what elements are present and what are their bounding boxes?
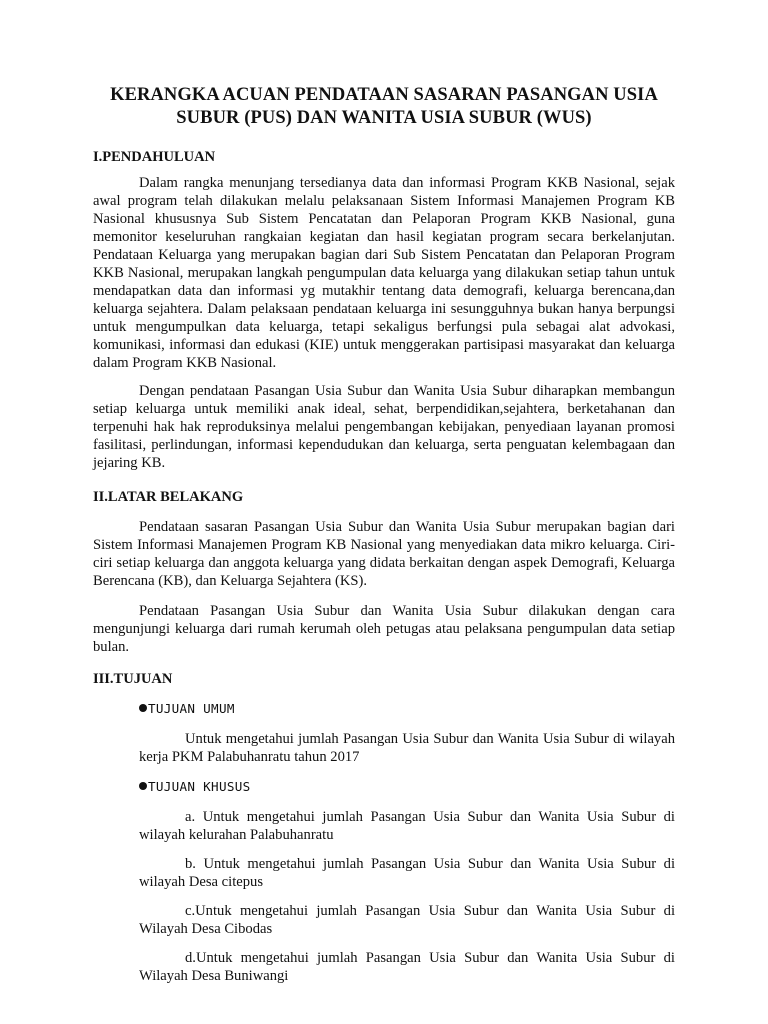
tujuan-khusus-item-d: d.Untuk mengetahui jumlah Pasangan Usia Subur dan Wanita Usia Subur di Wilayah Desa Buniwangi — [139, 950, 675, 984]
title-line-2: SUBUR (PUS) DAN WANITA USIA SUBUR (WUS) — [176, 108, 592, 128]
heading-pendahuluan: I.PENDAHULUAN — [93, 149, 216, 165]
heading-tujuan: III.TUJUAN — [93, 671, 173, 687]
tujuan-khusus-item-a: a. Untuk mengetahui jumlah Pasangan Usia Subur dan Wanita Usia Subur di wilayah kelurahan Palabuhanratu — [139, 809, 675, 843]
pendahuluan-paragraph-1: Dalam rangka menunjang tersedianya data dan informasi Program KKB Nasional, sejak awal program telah dilakukan melalu pelaksanaan Sistem Informasi Manajemen Program KB Nasional khususnya Sub Sistem Pencatatan dan Pelaporan Program KKB Nasional, guna memonitor keseluruhan rangkaian kegiatan dan hasil kegiatan program secara berkelanjutan. Pendataan Keluarga yang merupakan bagian dari Sub Sistem Pencatatan dan Pelaporan Program KKB Nasional, merupakan langkah pengumpulan data keluarga yang dilakukan setiap tahun untuk mendapatkan data dan informasi yg mutakhir tentang data demografi, keluarga berencana,dan keluarga sejahtera. Dalam pelaksaan pendataan keluarga ini sesungguhnya bukan hanya berpungsi untuk mengumpulkan data keluarga, tetapi sekaligus berfungsi pula sebagai alat advokasi, komunikasi, informasi dan edukasi (KIE) untuk menggerakan partisipasi masyarakat dan keluarga dalam Program KKB Nasional. — [93, 175, 675, 371]
title-line-1: KERANGKA ACUAN PENDATAAN SASARAN PASANGAN USIA — [110, 85, 658, 105]
document-page — [93, 84, 675, 985]
latar-belakang-paragraph-1: Pendataan sasaran Pasangan Usia Subur dan Wanita Usia Subur merupakan bagian dari Sistem Informasi Manajemen Program KB Nasional yang menyediakan data mikro keluarga. Ciri-ciri setiap keluarga dan anggota keluarga yang didata berkaitan dengan aspek Demografi, Keluarga Berencana (KB), dan Keluarga Sejahtera (KS). — [93, 519, 675, 589]
tujuan-umum-item — [139, 700, 675, 718]
tujuan-umum-label: TUJUAN UMUM — [148, 701, 235, 716]
tujuan-khusus-label: TUJUAN KHUSUS — [148, 779, 251, 794]
document-title — [93, 84, 675, 130]
pendahuluan-paragraph-2: Dengan pendataan Pasangan Usia Subur dan Wanita Usia Subur diharapkan membangun setiap keluarga untuk memiliki anak ideal, sehat, berpendidikan,sejahtera, berketahanan dan terpenuhi hak hak reproduksinya melalui pengembangan kebijakan, penyediaan layanan promosi fasilitasi, perlindungan, informasi kependudukan dan keluarga, serta penguatan kelembagaan dan jejaring KB. — [93, 383, 675, 471]
tujuan-khusus-item-c: c.Untuk mengetahui jumlah Pasangan Usia Subur dan Wanita Usia Subur di Wilayah Desa Cibodas — [139, 903, 675, 937]
bullet-dot-icon — [139, 704, 147, 712]
bullet-dot-icon — [139, 782, 147, 790]
tujuan-khusus-item — [139, 778, 675, 796]
tujuan-umum-text: Untuk mengetahui jumlah Pasangan Usia Subur dan Wanita Usia Subur di wilayah kerja PKM Palabuhanratu tahun 2017 — [139, 731, 675, 765]
tujuan-khusus-item-b: b. Untuk mengetahui jumlah Pasangan Usia Subur dan Wanita Usia Subur di wilayah Desa citepus — [139, 856, 675, 890]
latar-belakang-paragraph-2: Pendataan Pasangan Usia Subur dan Wanita Usia Subur dilakukan dengan cara mengunjungi keluarga dari rumah kerumah oleh petugas atau pelaksana pengumpulan data setiap bulan. — [93, 603, 675, 655]
heading-latar-belakang: II.LATAR BELAKANG — [93, 489, 244, 505]
